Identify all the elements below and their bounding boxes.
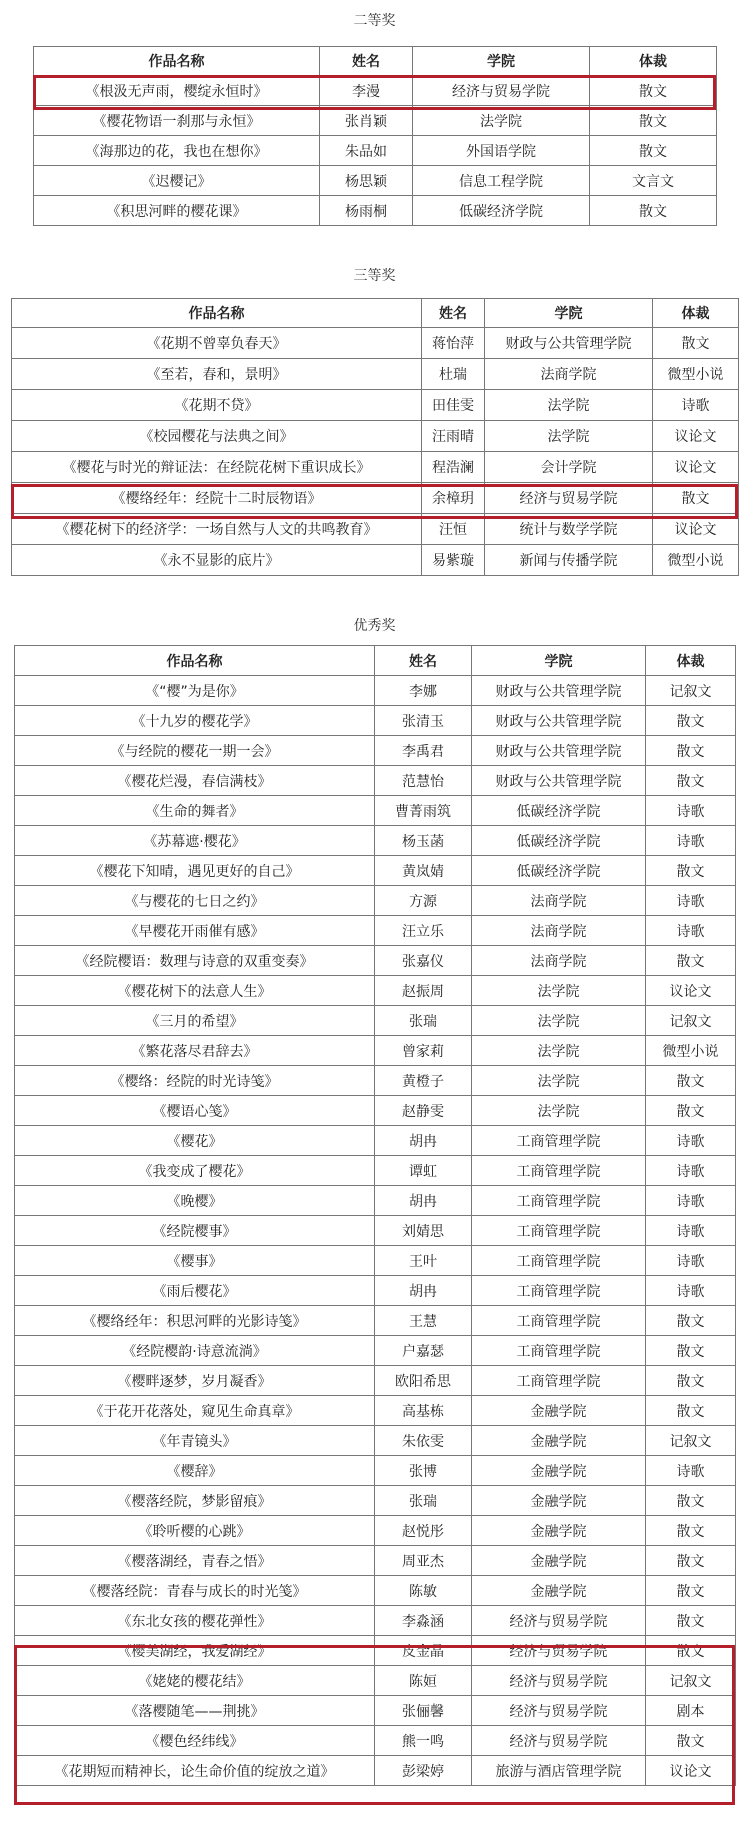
table-row [12, 328, 739, 359]
table-row [34, 76, 717, 106]
work-title-cell: 《年青镜头》 [15, 1426, 375, 1456]
work-title-cell: 《樱花树下的法意人生》 [15, 976, 375, 1006]
table-row [15, 856, 736, 886]
work-title-cell: 《樱络：经院的时光诗笺》 [15, 1066, 375, 1096]
column-header: 体裁 [646, 646, 736, 676]
table-row [15, 1186, 736, 1216]
genre-cell: 诗歌 [646, 886, 736, 916]
college-cell: 低碳经济学院 [472, 796, 646, 826]
table-row [15, 1576, 736, 1606]
genre-cell: 诗歌 [646, 826, 736, 856]
work-title-cell: 《我变成了樱花》 [15, 1156, 375, 1186]
work-title-cell: 《樱语心笺》 [15, 1096, 375, 1126]
work-title-cell: 《聆听樱的心跳》 [15, 1516, 375, 1546]
college-cell: 外国语学院 [413, 136, 590, 166]
column-header: 作品名称 [34, 47, 320, 76]
table-row [15, 1606, 736, 1636]
author-name-cell: 黄橙子 [375, 1066, 472, 1096]
author-name-cell: 彭梁婷 [375, 1756, 472, 1786]
genre-cell: 散文 [646, 706, 736, 736]
work-title-cell: 《花期短而精神长，论生命价值的绽放之道》 [15, 1756, 375, 1786]
author-name-cell: 张博 [375, 1456, 472, 1486]
author-name-cell: 胡冉 [375, 1126, 472, 1156]
genre-cell: 诗歌 [653, 390, 739, 421]
section-title-third-prize: 三等奖 [353, 268, 396, 284]
genre-cell: 文言文 [590, 166, 717, 196]
genre-cell: 议论文 [646, 1756, 736, 1786]
author-name-cell: 杨玉菡 [375, 826, 472, 856]
work-title-cell: 《樱络经年：积思河畔的光影诗笺》 [15, 1306, 375, 1336]
college-cell: 经济与贸易学院 [472, 1606, 646, 1636]
genre-cell: 记叙文 [646, 676, 736, 706]
table-header-row [34, 47, 717, 76]
work-title-cell: 《积思河畔的樱花课》 [34, 196, 320, 226]
college-cell: 法学院 [472, 1066, 646, 1096]
author-name-cell: 户嘉瑟 [375, 1336, 472, 1366]
table-row [15, 886, 736, 916]
author-name-cell: 方源 [375, 886, 472, 916]
college-cell: 经济与贸易学院 [472, 1636, 646, 1666]
genre-cell: 散文 [646, 1636, 736, 1666]
table-row [15, 706, 736, 736]
college-cell: 经济与贸易学院 [472, 1696, 646, 1726]
work-title-cell: 《花期不曾辜负春天》 [12, 328, 422, 359]
table-row [12, 359, 739, 390]
author-name-cell: 李娜 [375, 676, 472, 706]
column-header: 学院 [485, 299, 653, 328]
genre-cell: 议论文 [653, 421, 739, 452]
genre-cell: 诗歌 [646, 1276, 736, 1306]
college-cell: 金融学院 [472, 1426, 646, 1456]
college-cell: 财政与公共管理学院 [472, 766, 646, 796]
college-cell: 经济与贸易学院 [413, 76, 590, 106]
author-name-cell: 刘婧思 [375, 1216, 472, 1246]
college-cell: 工商管理学院 [472, 1156, 646, 1186]
column-header: 体裁 [653, 299, 739, 328]
table-row [15, 1036, 736, 1066]
excellence-prize-table [14, 645, 736, 1786]
work-title-cell: 《樱花》 [15, 1126, 375, 1156]
college-cell: 金融学院 [472, 1576, 646, 1606]
table-row [15, 1066, 736, 1096]
table-row [15, 916, 736, 946]
section-title-second-prize: 二等奖 [353, 13, 396, 29]
work-title-cell: 《“樱”为是你》 [15, 676, 375, 706]
author-name-cell: 蒋怡萍 [422, 328, 485, 359]
author-name-cell: 张瑞 [375, 1006, 472, 1036]
college-cell: 法商学院 [472, 916, 646, 946]
college-cell: 法学院 [472, 1036, 646, 1066]
table-row [15, 1636, 736, 1666]
author-name-cell: 张瑞 [375, 1486, 472, 1516]
college-cell: 工商管理学院 [472, 1336, 646, 1366]
college-cell: 法学院 [472, 1006, 646, 1036]
work-title-cell: 《雨后樱花》 [15, 1276, 375, 1306]
college-cell: 金融学院 [472, 1486, 646, 1516]
college-cell: 财政与公共管理学院 [472, 676, 646, 706]
genre-cell: 散文 [646, 1096, 736, 1126]
college-cell: 统计与数学学院 [485, 514, 653, 545]
author-name-cell: 汪雨晴 [422, 421, 485, 452]
college-cell: 法学院 [413, 106, 590, 136]
table-row [15, 1216, 736, 1246]
genre-cell: 微型小说 [653, 359, 739, 390]
genre-cell: 散文 [646, 1516, 736, 1546]
author-name-cell: 王慧 [375, 1306, 472, 1336]
work-title-cell: 《迟樱记》 [34, 166, 320, 196]
college-cell: 金融学院 [472, 1546, 646, 1576]
college-cell: 会计学院 [485, 452, 653, 483]
author-name-cell: 余樟玥 [422, 483, 485, 514]
column-header: 姓名 [375, 646, 472, 676]
genre-cell: 记叙文 [646, 1006, 736, 1036]
work-title-cell: 《早樱花开雨催有感》 [15, 916, 375, 946]
college-cell: 工商管理学院 [472, 1126, 646, 1156]
college-cell: 金融学院 [472, 1456, 646, 1486]
table-row [34, 106, 717, 136]
author-name-cell: 李淼涵 [375, 1606, 472, 1636]
author-name-cell: 汪恒 [422, 514, 485, 545]
author-name-cell: 陈敏 [375, 1576, 472, 1606]
table-row [15, 1726, 736, 1756]
genre-cell: 散文 [646, 1486, 736, 1516]
table-header-row [12, 299, 739, 328]
genre-cell: 诗歌 [646, 796, 736, 826]
author-name-cell: 赵悦彤 [375, 1516, 472, 1546]
college-cell: 法商学院 [472, 886, 646, 916]
work-title-cell: 《樱美湖经，我爱湖经》 [15, 1636, 375, 1666]
author-name-cell: 张嘉仪 [375, 946, 472, 976]
work-title-cell: 《海那边的花，我也在想你》 [34, 136, 320, 166]
work-title-cell: 《樱花下知晴，遇见更好的自己》 [15, 856, 375, 886]
college-cell: 工商管理学院 [472, 1366, 646, 1396]
work-title-cell: 《于花开花落处，窥见生命真章》 [15, 1396, 375, 1426]
college-cell: 工商管理学院 [472, 1216, 646, 1246]
second-prize-table [33, 46, 717, 226]
table-row [15, 976, 736, 1006]
author-name-cell: 曾家莉 [375, 1036, 472, 1066]
genre-cell: 散文 [653, 483, 739, 514]
table-row [15, 826, 736, 856]
genre-cell: 散文 [646, 1576, 736, 1606]
column-header: 作品名称 [12, 299, 422, 328]
author-name-cell: 朱依雯 [375, 1426, 472, 1456]
work-title-cell: 《经院樱语：数理与诗意的双重变奏》 [15, 946, 375, 976]
work-title-cell: 《樱络经年：经院十二时辰物语》 [12, 483, 422, 514]
column-header: 姓名 [422, 299, 485, 328]
column-header: 学院 [413, 47, 590, 76]
author-name-cell: 黄岚婧 [375, 856, 472, 886]
author-name-cell: 杨雨桐 [320, 196, 413, 226]
third-prize-table [11, 298, 739, 576]
author-name-cell: 田佳雯 [422, 390, 485, 421]
genre-cell: 散文 [646, 1606, 736, 1636]
work-title-cell: 《樱花烂漫，春信满枝》 [15, 766, 375, 796]
author-name-cell: 谭虹 [375, 1156, 472, 1186]
author-name-cell: 赵振周 [375, 976, 472, 1006]
work-title-cell: 《东北女孩的樱花弹性》 [15, 1606, 375, 1636]
table-row [15, 946, 736, 976]
college-cell: 财政与公共管理学院 [472, 736, 646, 766]
table-row [12, 483, 739, 514]
table-row [12, 452, 739, 483]
genre-cell: 散文 [590, 106, 717, 136]
author-name-cell: 欧阳希思 [375, 1366, 472, 1396]
table-row [15, 796, 736, 826]
college-cell: 工商管理学院 [472, 1276, 646, 1306]
author-name-cell: 熊一鸣 [375, 1726, 472, 1756]
author-name-cell: 易紫璇 [422, 545, 485, 576]
column-header: 作品名称 [15, 646, 375, 676]
college-cell: 工商管理学院 [472, 1186, 646, 1216]
college-cell: 信息工程学院 [413, 166, 590, 196]
genre-cell: 散文 [646, 766, 736, 796]
table-row [12, 545, 739, 576]
college-cell: 财政与公共管理学院 [485, 328, 653, 359]
college-cell: 旅游与酒店管理学院 [472, 1756, 646, 1786]
work-title-cell: 《花期不贷》 [12, 390, 422, 421]
genre-cell: 散文 [646, 1306, 736, 1336]
table-row [15, 1246, 736, 1276]
college-cell: 法学院 [472, 976, 646, 1006]
work-title-cell: 《至若，春和，景明》 [12, 359, 422, 390]
genre-cell: 诗歌 [646, 1126, 736, 1156]
author-name-cell: 李禹君 [375, 736, 472, 766]
author-name-cell: 程浩澜 [422, 452, 485, 483]
table-row [15, 1426, 736, 1456]
table-row [15, 1276, 736, 1306]
column-header: 学院 [472, 646, 646, 676]
work-title-cell: 《姥姥的樱花结》 [15, 1666, 375, 1696]
table-row [34, 136, 717, 166]
table-row [15, 1306, 736, 1336]
genre-cell: 议论文 [653, 514, 739, 545]
author-name-cell: 汪立乐 [375, 916, 472, 946]
work-title-cell: 《晚樱》 [15, 1186, 375, 1216]
genre-cell: 诗歌 [646, 1156, 736, 1186]
work-title-cell: 《樱花与时光的辩证法：在经院花树下重识成长》 [12, 452, 422, 483]
table-row [12, 390, 739, 421]
genre-cell: 诗歌 [646, 916, 736, 946]
author-name-cell: 张清玉 [375, 706, 472, 736]
genre-cell: 诗歌 [646, 1186, 736, 1216]
table-row [15, 1666, 736, 1696]
work-title-cell: 《樱落湖经，青春之悟》 [15, 1546, 375, 1576]
college-cell: 法学院 [472, 1096, 646, 1126]
table-row [34, 166, 717, 196]
author-name-cell: 胡冉 [375, 1276, 472, 1306]
genre-cell: 诗歌 [646, 1216, 736, 1246]
college-cell: 金融学院 [472, 1396, 646, 1426]
genre-cell: 剧本 [646, 1696, 736, 1726]
author-name-cell: 周亚杰 [375, 1546, 472, 1576]
genre-cell: 诗歌 [646, 1246, 736, 1276]
genre-cell: 议论文 [646, 976, 736, 1006]
author-name-cell: 张肖颖 [320, 106, 413, 136]
table-row [15, 736, 736, 766]
table-row [15, 766, 736, 796]
column-header: 体裁 [590, 47, 717, 76]
college-cell: 法商学院 [472, 946, 646, 976]
author-name-cell: 曹菁雨筑 [375, 796, 472, 826]
genre-cell: 微型小说 [653, 545, 739, 576]
genre-cell: 散文 [590, 76, 717, 106]
author-name-cell: 高基栋 [375, 1396, 472, 1426]
genre-cell: 散文 [646, 1366, 736, 1396]
author-name-cell: 胡冉 [375, 1186, 472, 1216]
table-row [15, 676, 736, 706]
table-row [15, 1456, 736, 1486]
author-name-cell: 张俪馨 [375, 1696, 472, 1726]
college-cell: 低碳经济学院 [472, 826, 646, 856]
work-title-cell: 《樱事》 [15, 1246, 375, 1276]
work-title-cell: 《繁花落尽君辞去》 [15, 1036, 375, 1066]
college-cell: 法学院 [485, 421, 653, 452]
author-name-cell: 赵静雯 [375, 1096, 472, 1126]
genre-cell: 微型小说 [646, 1036, 736, 1066]
college-cell: 法学院 [485, 390, 653, 421]
author-name-cell: 范慧怡 [375, 766, 472, 796]
author-name-cell: 李漫 [320, 76, 413, 106]
author-name-cell: 杨思颖 [320, 166, 413, 196]
genre-cell: 散文 [646, 856, 736, 886]
work-title-cell: 《根汲无声雨，樱绽永恒时》 [34, 76, 320, 106]
work-title-cell: 《生命的舞者》 [15, 796, 375, 826]
college-cell: 工商管理学院 [472, 1246, 646, 1276]
table-header-row [15, 646, 736, 676]
section-title-excellence-prize: 优秀奖 [353, 618, 396, 634]
table-row [15, 1546, 736, 1576]
genre-cell: 散文 [590, 196, 717, 226]
table-row [15, 1156, 736, 1186]
work-title-cell: 《永不显影的底片》 [12, 545, 422, 576]
work-title-cell: 《樱花物语一刹那与永恒》 [34, 106, 320, 136]
table-row [15, 1006, 736, 1036]
table-row [34, 196, 717, 226]
work-title-cell: 《樱落经院，梦影留痕》 [15, 1486, 375, 1516]
table-row [15, 1366, 736, 1396]
author-name-cell: 朱品如 [320, 136, 413, 166]
table-row [15, 1096, 736, 1126]
genre-cell: 散文 [646, 1726, 736, 1756]
genre-cell: 议论文 [653, 452, 739, 483]
table-row [15, 1396, 736, 1426]
genre-cell: 诗歌 [646, 1456, 736, 1486]
work-title-cell: 《三月的希望》 [15, 1006, 375, 1036]
work-title-cell: 《樱畔逐梦，岁月凝香》 [15, 1366, 375, 1396]
author-name-cell: 王叶 [375, 1246, 472, 1276]
college-cell: 工商管理学院 [472, 1306, 646, 1336]
college-cell: 财政与公共管理学院 [472, 706, 646, 736]
author-name-cell: 陈姮 [375, 1666, 472, 1696]
college-cell: 低碳经济学院 [472, 856, 646, 886]
table-row [15, 1516, 736, 1546]
work-title-cell: 《校园樱花与法典之间》 [12, 421, 422, 452]
college-cell: 经济与贸易学院 [485, 483, 653, 514]
work-title-cell: 《与经院的樱花一期一会》 [15, 736, 375, 766]
genre-cell: 散文 [646, 736, 736, 766]
column-header: 姓名 [320, 47, 413, 76]
genre-cell: 散文 [646, 1336, 736, 1366]
genre-cell: 记叙文 [646, 1426, 736, 1456]
work-title-cell: 《苏幕遮·樱花》 [15, 826, 375, 856]
genre-cell: 散文 [646, 1066, 736, 1096]
work-title-cell: 《樱色经纬线》 [15, 1726, 375, 1756]
college-cell: 经济与贸易学院 [472, 1666, 646, 1696]
work-title-cell: 《经院樱事》 [15, 1216, 375, 1246]
college-cell: 经济与贸易学院 [472, 1726, 646, 1756]
genre-cell: 散文 [653, 328, 739, 359]
table-row [15, 1696, 736, 1726]
table-row [15, 1486, 736, 1516]
work-title-cell: 《十九岁的樱花学》 [15, 706, 375, 736]
work-title-cell: 《樱落经院：青春与成长的时光笺》 [15, 1576, 375, 1606]
author-name-cell: 杜瑞 [422, 359, 485, 390]
work-title-cell: 《与樱花的七日之约》 [15, 886, 375, 916]
table-row [15, 1126, 736, 1156]
college-cell: 法商学院 [485, 359, 653, 390]
college-cell: 金融学院 [472, 1516, 646, 1546]
table-row [15, 1756, 736, 1786]
table-row [15, 1336, 736, 1366]
genre-cell: 散文 [590, 136, 717, 166]
work-title-cell: 《经院樱韵·诗意流淌》 [15, 1336, 375, 1366]
college-cell: 低碳经济学院 [413, 196, 590, 226]
table-row [12, 421, 739, 452]
work-title-cell: 《樱辞》 [15, 1456, 375, 1486]
table-row [12, 514, 739, 545]
work-title-cell: 《樱花树下的经济学：一场自然与人文的共鸣教育》 [12, 514, 422, 545]
author-name-cell: 皮金晶 [375, 1636, 472, 1666]
college-cell: 新闻与传播学院 [485, 545, 653, 576]
work-title-cell: 《落樱随笔——荆挑》 [15, 1696, 375, 1726]
genre-cell: 散文 [646, 1546, 736, 1576]
genre-cell: 散文 [646, 946, 736, 976]
genre-cell: 散文 [646, 1396, 736, 1426]
genre-cell: 记叙文 [646, 1666, 736, 1696]
